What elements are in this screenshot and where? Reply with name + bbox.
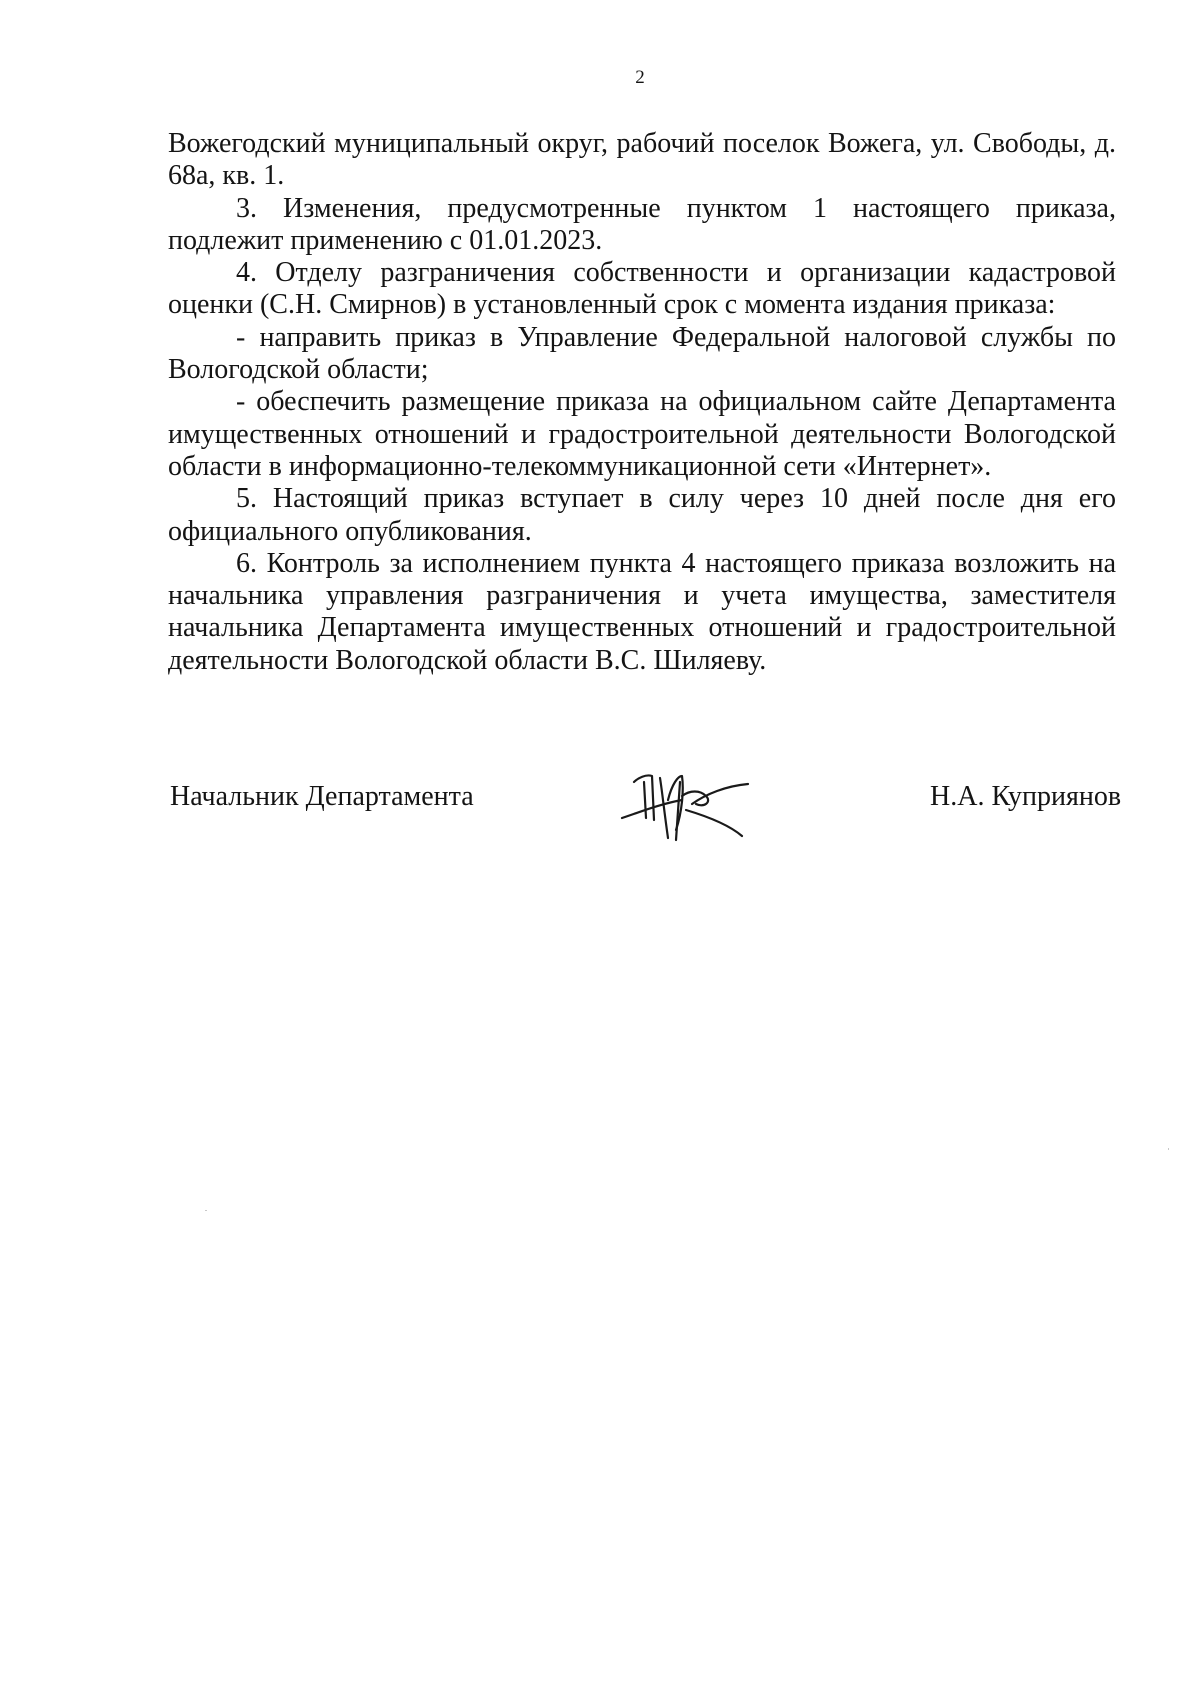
handwritten-signature-icon (616, 760, 756, 848)
page-number: 2 (635, 67, 645, 88)
paragraph-item-4-bullet-1: - направить приказ в Управление Федеральной налоговой службы по Вологодской области; (168, 321, 1116, 386)
paragraph-item-5: 5. Настоящий приказ вступает в силу через 10 дней после дня его официального опубликования. (168, 483, 1116, 547)
paragraph-address-continuation: Вожегодский муниципальный округ, рабочий поселок Вожега, ул. Свободы, д. 68а, кв. 1. (168, 128, 1116, 192)
scan-speck (1168, 1148, 1169, 1150)
paragraph-item-4: 4. Отделу разграничения собственности и организации кадастровой оценки (С.Н. Смирнов) в установленный срок с момента издания приказа: (168, 257, 1116, 321)
paragraph-item-3: 3. Изменения, предусмотренные пунктом 1 настоящего приказа, подлежит применению с 01.01.2023. (168, 192, 1116, 256)
document-body (168, 128, 1116, 677)
signatory-role: Начальник Департамента (170, 781, 474, 812)
signature-block (0, 760, 1200, 850)
paragraph-item-4-bullet-2: - обеспечить размещение приказа на официальном сайте Департамента имущественных отношений и градостроительной деятельности Вологодской области в информационно-телекоммуникационной сети «Интернет». (168, 386, 1116, 482)
signatory-name: Н.А. Куприянов (930, 781, 1122, 812)
paragraph-item-6: 6. Контроль за исполнением пункта 4 настоящего приказа возложить на начальника управления разграничения и учета имущества, заместителя начальника Департамента имущественных отношений и градостроительной деятельности Вологодской области В.С. Шиляеву. (168, 547, 1116, 676)
scan-speck (205, 1210, 207, 1211)
